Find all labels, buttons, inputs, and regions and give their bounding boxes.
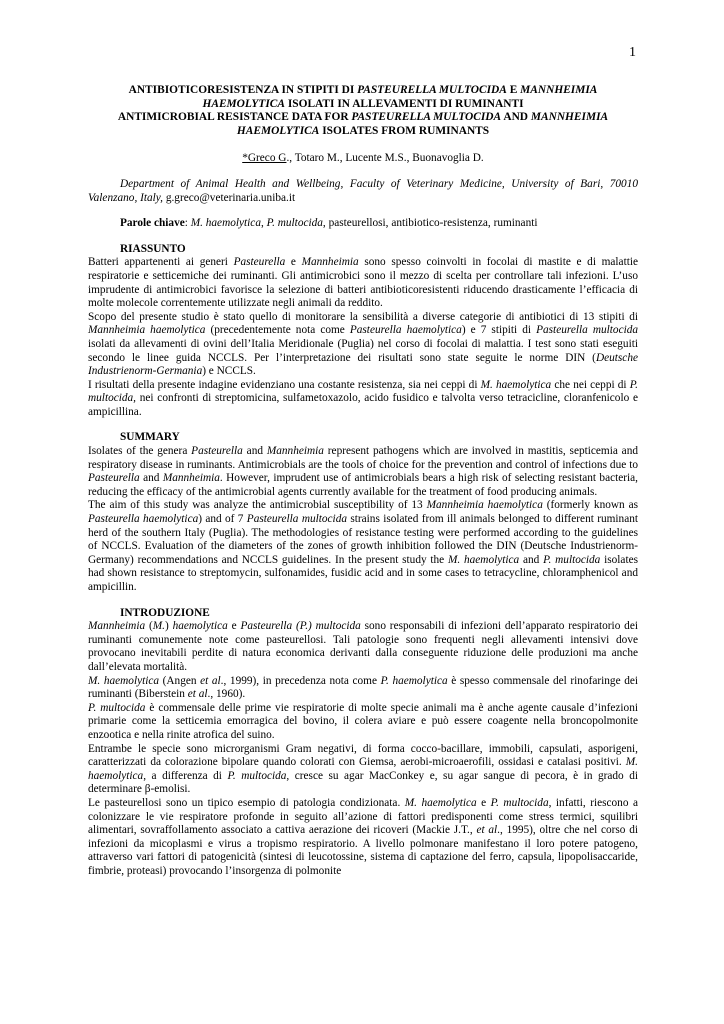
paragraph: Mannheimia (M.) haemolytica e Pasteurella (P.) multocida sono responsabili di infezioni dell’apparato respiratorio dei ruminanti comunemente note come pasteurellosi. Tali patologie sono frequenti negli allevamenti intensivi dove provocano inevitabili perdite di natura economica derivanti dalla conseguente riduzione delle produzioni ma anche dall’elevata mortalità. xyxy=(88,620,638,673)
section-summary xyxy=(88,445,638,595)
keywords: Parole chiave: M. haemolytica, P. multocida, pasteurellosi, antibiotico-resistenza, ruminanti xyxy=(120,217,538,230)
heading-riassunto: RIASSUNTO xyxy=(120,242,186,255)
paper-title xyxy=(88,84,638,138)
paragraph: Entrambe le specie sono microrganismi Gram negativi, di forma cocco-bacillare, immobili, capsulati, asporigeni, caratterizzati da colorazione bipolare quando colorati con Giemsa, aerobi-microaerofili, ossidasi e catalasi positivi. M. haemolytica, a differenza di P. multocida, cresce su agar MacConkey e, su agar sangue di pecora, è in grado di determinare β-emolisi. xyxy=(88,742,638,796)
paragraph: Le pasteurellosi sono un tipico esempio di patologia condizionata. M. haemolytica e P. multocida, infatti, riescono a colonizzare le vie respiratore profonde in seguito all’azione di fattori predisponenti come stress termici, squilibri alimentari, sovraffollamento associato a cattiva aerazione dei ricoveri (Mackie J.T., et al., 1995), oltre che nel corso di infezioni da micoplasmi e virus a tropismo respiratorio. A livello polmonare manifestano il loro potere patogeno, attraverso vari fattori di patogenicità (sintesi di leucotossine, sistema di captazione del ferro, capsula, lipopolisaccaride, fimbrie, proteasi) provocando l’insorgenza di polmonite xyxy=(88,796,638,877)
email: g.greco@veterinaria.uniba.it xyxy=(165,191,296,204)
affiliation: Department of Animal Health and Wellbeing, Faculty of Veterinary Medicine, University of Bari, 70010 Valenzano, Italy, g.greco@veterinaria.uniba.it xyxy=(88,177,638,204)
title-en: ANTIMICROBIAL RESISTANCE DATA FOR PASTEURELLA MULTOCIDA AND MANNHEIMIA HAEMOLYTICA ISOLATES FROM RUMINANTS xyxy=(117,111,609,137)
paragraph: Isolates of the genera Pasteurella and Mannheimia represent pathogens which are involved in mastitis, septicemia and respiratory disease in ruminants. Antimicrobials are the tools of choice for the prevention and control of infections due to Pasteurella and Mannheimia. However, imprudent use of antimicrobials bears a high risk of selecting resistant bacteria, reducing the efficacy of the antimicrobial agents currently available for the treatment of food producing animals. xyxy=(88,445,639,498)
section-introduzione xyxy=(88,620,638,878)
authors: *Greco G., Totaro M., Lucente M.S., Buonavoglia D. xyxy=(242,152,484,165)
title-it: ANTIBIOTICORESISTENZA IN STIPITI DI PASTEURELLA MULTOCIDA E MANNHEIMIA HAEMOLYTICA ISOLATI IN ALLEVAMENTI DI RUMINANTI xyxy=(128,84,598,110)
paragraph: M. haemolytica (Angen et al., 1999), in precedenza nota come P. haemolytica è spesso commensale del rinofaringe dei ruminanti (Biberstein et al., 1960). xyxy=(88,674,638,701)
heading-introduzione: INTRODUZIONE xyxy=(120,606,210,619)
paragraph: Batteri appartenenti ai generi Pasteurella e Mannheimia sono spesso coinvolti in focolai di mastite e di malattie respiratorie e setticemiche dei ruminanti. Gli antimicrobici sono il mezzo di scelta per controllare tali infezioni. L’uso imprudente di antimicrobici favorisce la selezione di batteri antibioticoresistenti riducendo drasticamente l’efficacia di molte molecole correntemente utilizzate negli animali da reddito. xyxy=(88,256,638,310)
paper-body xyxy=(88,84,638,878)
paragraph: The aim of this study was analyze the antimicrobial susceptibility of 13 Mannheimia haemolytica (formerly known as Pasteurella haemolytica) and of 7 Pasteurella multocida strains isolated from ill animals belonged to different ruminant herd of the southern Italy (Puglia). The methodologies of resistance testing were performed according to the guidelines of NCCLS. Evaluation of the diameters of the zones of growth inhibition followed the DIN (Deutsche Industrienorm-Germany) recommendations and NCCLS guidelines. In the present study the M. haemolytica and P. multocida isolates had shown resistance to streptomycin, sulfonamides, fusidic acid and in some cases to tetracycline, chloramphenicol and ampicillin. xyxy=(88,499,639,593)
heading-summary: SUMMARY xyxy=(120,431,180,444)
corresponding-author: *Greco G xyxy=(242,152,287,165)
section-riassunto xyxy=(88,256,638,419)
paragraph: P. multocida è commensale delle prime vie respiratorie di molte specie animali ma è anche agente causale d’infezioni primarie come la setticemia emorragica del bovino, il colera aviare e può essere coagente nella broncopolmonite enzootica e nella rinite atrofica del suino. xyxy=(88,701,638,741)
paragraph: I risultati della presente indagine evidenziano una costante resistenza, sia nei ceppi di M. haemolytica che nei ceppi di P. multocida, nei confronti di streptomicina, sulfametoxazolo, acido fusidico e talvolta verso tetracicline, cloranfenicolo e ampicillina. xyxy=(88,378,638,418)
page-number: 1 xyxy=(629,45,636,60)
paragraph: Scopo del presente studio è stato quello di monitorare la sensibilità a diverse categorie di antibiotici di 13 stipiti di Mannheimia haemolytica (precedentemente nota come Pasteurella haemolytica) e 7 stipiti di Pasteurella multocida isolati da allevamenti di ovini dell’Italia Meridionale (Puglia) nel corso di focolai di malattia. I test sono stati eseguiti secondo le linee guida NCCLS. Per l’interpretazione dei risultati sono state seguite le norme DIN (Deutsche Industrienorm-Germania) e NCCLS. xyxy=(88,310,639,378)
